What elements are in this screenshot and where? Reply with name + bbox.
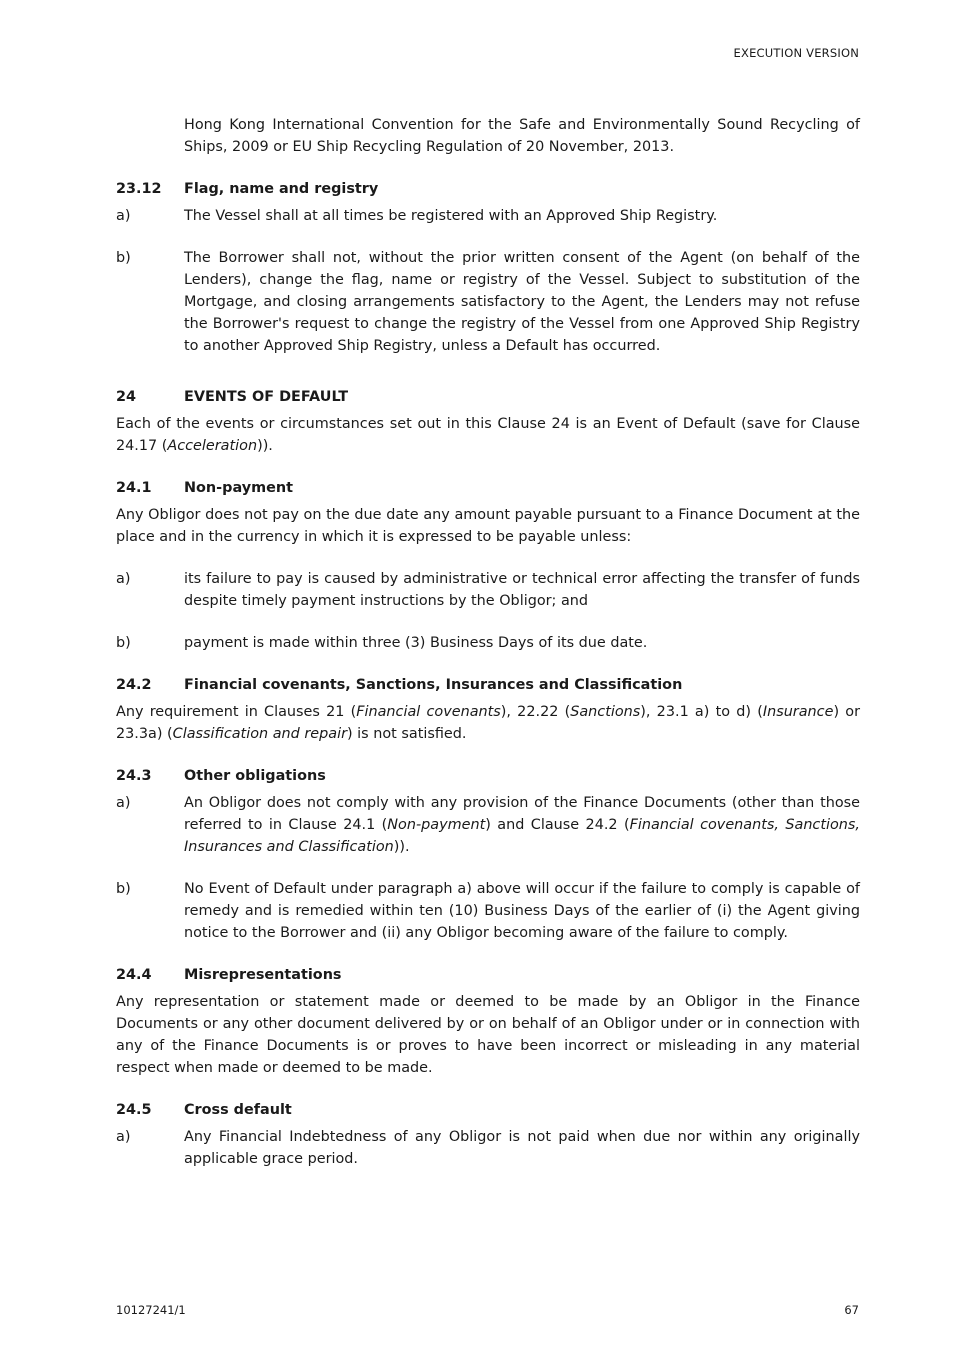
paragraph: Any representation or statement made or deemed to be made by an Obligor in the Finance Documents or any other document delivered by or on behalf of an Obligor under or in connection with any of the Finance Documents is or proves to have been incorrect or misleading in any material respect when made or deemed to be made. <box>116 994 860 1076</box>
clause-number: 24.1 <box>116 480 152 496</box>
clause-number: 24.2 <box>116 677 152 693</box>
heading-24 <box>116 386 860 408</box>
clause-title: Cross default <box>184 1102 292 1118</box>
item-text: its failure to pay is caused by administrative or technical error affecting the transfer of funds despite timely payment instructions by the Obligor; and <box>184 571 860 609</box>
heading-24-2 <box>116 674 860 696</box>
clause-title: Other obligations <box>184 768 326 784</box>
list-item <box>116 632 860 654</box>
list-item <box>116 1126 860 1170</box>
item-text: No Event of Default under paragraph a) above will occur if the failure to comply is capable of remedy and is remedied within ten (10) Business Days of the earlier of (i) the Agent giving notice to the Borrower and (ii) any Obligor becoming aware of the failure to comply. <box>184 881 860 941</box>
heading-23-12 <box>116 178 860 200</box>
item-text: The Vessel shall at all times be registered with an Approved Ship Registry. <box>184 208 718 224</box>
clause-number: 24.5 <box>116 1102 152 1118</box>
item-label: b) <box>116 250 131 266</box>
item-label: a) <box>116 795 131 811</box>
header-version: EXECUTION VERSION <box>733 46 859 60</box>
heading-24-1 <box>116 477 860 499</box>
item-text: payment is made within three (3) Business Days of its due date. <box>184 635 648 651</box>
paragraph: Each of the events or circumstances set out in this Clause 24 is an Event of Default (save for Clause 24.17 (Acceleration)). <box>116 416 860 454</box>
heading-24-5 <box>116 1099 860 1121</box>
item-text: Any Financial Indebtedness of any Obligor is not paid when due nor within any originally applicable grace period. <box>184 1129 860 1167</box>
heading-24-3 <box>116 765 860 787</box>
clause-title: Financial covenants, Sanctions, Insurances and Classification <box>184 677 683 693</box>
footer-doc-ref: 10127241/1 <box>116 1303 186 1317</box>
list-item <box>116 792 860 858</box>
heading-24-4 <box>116 964 860 986</box>
item-label: a) <box>116 1129 131 1145</box>
item-label: a) <box>116 571 131 587</box>
clause-title: Non-payment <box>184 480 293 496</box>
item-label: b) <box>116 881 131 897</box>
clause-number: 24.4 <box>116 967 152 983</box>
paragraph: Any requirement in Clauses 21 (Financial covenants), 22.22 (Sanctions), 23.1 a) to d) (Insurance) or 23.3a) (Classification and repair) is not satisfied. <box>116 704 860 742</box>
paragraph: Any Obligor does not pay on the due date any amount payable pursuant to a Finance Document at the place and in the currency in which it is expressed to be payable unless: <box>116 507 860 545</box>
list-item <box>116 247 860 357</box>
clause-title: EVENTS OF DEFAULT <box>184 389 349 405</box>
document-body <box>116 114 860 1170</box>
list-item <box>116 878 860 944</box>
item-text: An Obligor does not comply with any provision of the Finance Documents (other than those referred to in Clause 24.1 (Non-payment) and Clause 24.2 (Financial covenants, Sanctions, Insurances and Classification)). <box>184 795 860 855</box>
item-label: a) <box>116 208 131 224</box>
list-item <box>116 205 860 227</box>
item-text: The Borrower shall not, without the prior written consent of the Agent (on behalf of the Lenders), change the flag, name or registry of the Vessel. Subject to substitution of the Mortgage, and closing arrangements satisfactory to the Agent, the Lenders may not refuse the Borrower's request to change the registry of the Vessel from one Approved Ship Registry to another Approved Ship Registry, unless a Default has occurred. <box>184 250 860 354</box>
intro-paragraph: Hong Kong International Convention for the Safe and Environmentally Sound Recycling of Ships, 2009 or EU Ship Recycling Regulation of 20 November, 2013. <box>184 117 860 155</box>
clause-number: 24 <box>116 389 137 405</box>
item-label: b) <box>116 635 131 651</box>
list-item <box>116 568 860 612</box>
clause-number: 23.12 <box>116 181 162 197</box>
clause-title: Flag, name and registry <box>184 181 379 197</box>
clause-number: 24.3 <box>116 768 152 784</box>
footer-page-number: 67 <box>844 1303 859 1317</box>
clause-title: Misrepresentations <box>184 967 342 983</box>
